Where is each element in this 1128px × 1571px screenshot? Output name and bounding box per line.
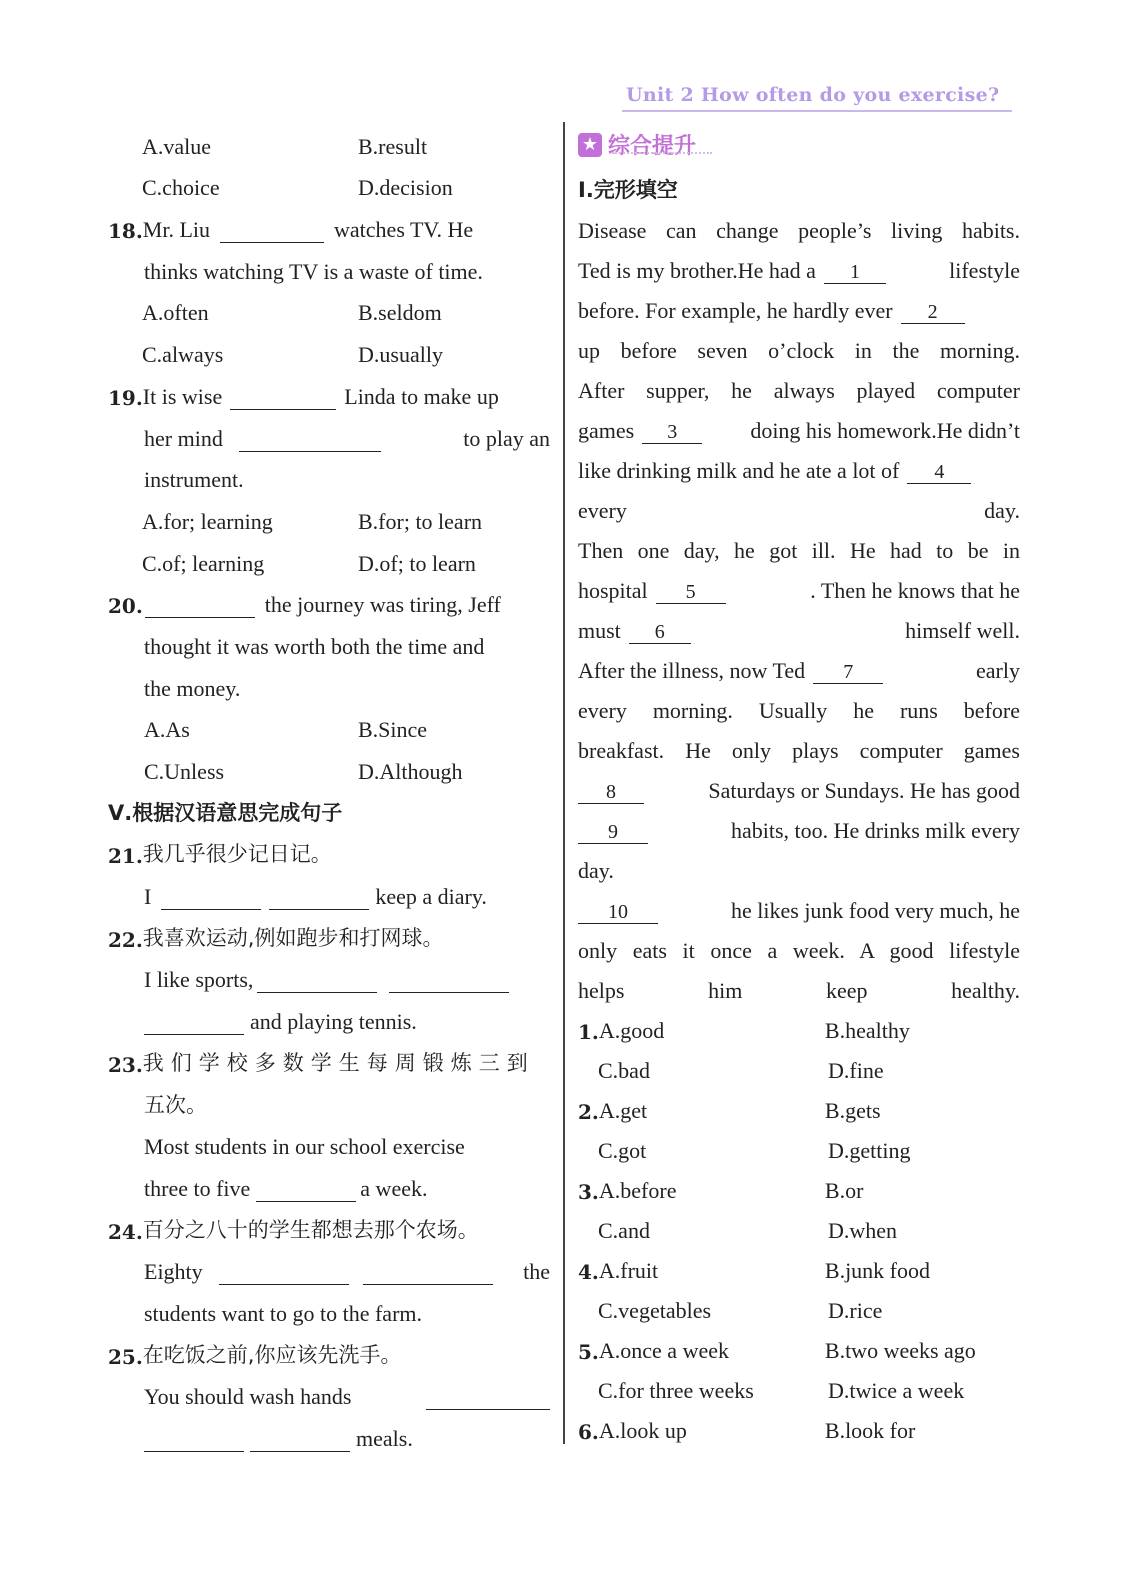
- q23-pre: three to five: [144, 1175, 251, 1201]
- q19-stem-post: Linda to make up: [344, 383, 499, 409]
- q19-blank-1[interactable]: [230, 387, 336, 410]
- left-column: [108, 118, 550, 1452]
- option-c[interactable]: C.and: [598, 1218, 650, 1243]
- q18-option-c[interactable]: C.always: [142, 342, 224, 368]
- option-row: [578, 1404, 1020, 1444]
- option-row: [578, 1004, 1020, 1044]
- passage-text: before. For example, he hardly ever: [578, 298, 893, 323]
- passage-text: every day.: [578, 498, 1020, 523]
- cloze-blank[interactable]: 7: [813, 661, 883, 684]
- q19-option-b[interactable]: B.for; to learn: [358, 508, 483, 534]
- q21-pre: I: [144, 884, 152, 910]
- q22-pre: I like sports,: [144, 967, 254, 993]
- q25-answer: [108, 1369, 550, 1411]
- q23-answer: [108, 1160, 550, 1202]
- passage-text: lifestyle: [949, 258, 1020, 283]
- q19-stem-pre: It is wise: [142, 383, 223, 409]
- passage-line: [578, 244, 1020, 284]
- section-1-title: Ⅰ.完形填空: [578, 178, 678, 202]
- passage-line: [578, 524, 1020, 564]
- q18-number: 18.: [108, 219, 143, 244]
- q22-blank-2[interactable]: [389, 970, 509, 993]
- q25-number: 25.: [108, 1344, 143, 1369]
- passage-text: games: [578, 418, 635, 443]
- option-a[interactable]: A.fruit: [598, 1258, 659, 1283]
- passage-line: [578, 884, 1020, 924]
- passage-text: Disease can change people’s living habits.: [578, 218, 1020, 243]
- q24-blank-1[interactable]: [219, 1262, 349, 1285]
- q24-pre: Eighty: [144, 1259, 203, 1285]
- section-5-title: Ⅴ.根据汉语意思完成句子: [108, 800, 343, 825]
- q23-blank[interactable]: [256, 1179, 356, 1202]
- section-1-heading: [578, 160, 1020, 204]
- passage-line: [578, 724, 1020, 764]
- passage-text: hospital: [578, 578, 648, 603]
- option-c[interactable]: C.for three weeks: [598, 1378, 754, 1403]
- q23-line: [108, 1119, 550, 1161]
- q19-stem-line3: [108, 452, 550, 494]
- q23-english: Most students in our school exercise: [144, 1134, 465, 1160]
- badge-dots: [612, 152, 712, 154]
- passage-text: day.: [578, 858, 614, 883]
- option-row: [578, 1284, 1020, 1324]
- passage-line: [578, 844, 1020, 884]
- q20-option-d[interactable]: D.Although: [358, 759, 463, 784]
- q23-number: 23.: [108, 1052, 143, 1077]
- q22-post: and playing tennis.: [250, 1009, 417, 1035]
- q24-post: the: [523, 1259, 550, 1285]
- q20-text-2: the money.: [144, 675, 241, 701]
- passage-text: Saturdays or Sundays. He has good: [708, 778, 1020, 803]
- cloze-blank[interactable]: 1: [824, 261, 886, 284]
- cloze-blank[interactable]: 9: [578, 821, 648, 844]
- option-b[interactable]: B.gets: [824, 1098, 881, 1123]
- q22-cn: [108, 910, 550, 952]
- q20-stem-line3: [108, 660, 550, 702]
- option-a[interactable]: A.once a week: [598, 1338, 729, 1363]
- option-number: 6.: [578, 1420, 599, 1444]
- option-b[interactable]: B.or: [824, 1178, 864, 1203]
- q25-pre: You should wash hands: [144, 1384, 352, 1410]
- q18-stem: [108, 201, 550, 243]
- passage-text: doing his homework.He didn’t: [750, 418, 1020, 443]
- option-row: [578, 1324, 1020, 1364]
- option-number: 5.: [578, 1340, 599, 1364]
- q18-options-row1: [108, 285, 550, 327]
- q17-option-c[interactable]: C.choice: [142, 175, 220, 201]
- q20-option-b[interactable]: B.Since: [358, 717, 428, 743]
- header-underline: [622, 110, 1012, 112]
- cloze-blank[interactable]: 10: [578, 901, 658, 924]
- option-number: 4.: [578, 1260, 599, 1284]
- q24-blank-2[interactable]: [363, 1262, 493, 1285]
- option-number: 3.: [578, 1180, 599, 1204]
- q21-blank-1[interactable]: [161, 887, 261, 910]
- passage-text: . Then he knows that he: [810, 578, 1020, 603]
- q25-chinese: 在吃饭之前,你应该先洗手。: [142, 1342, 402, 1367]
- option-row: [578, 1084, 1020, 1124]
- q24-text: students want to go to the farm.: [144, 1300, 423, 1326]
- passage-text: breakfast. He only plays computer games: [578, 738, 1020, 763]
- option-c[interactable]: C.vegetables: [598, 1298, 712, 1323]
- q21-chinese: 我几乎很少记日记。: [142, 842, 332, 867]
- q20-option-a[interactable]: A.As: [144, 717, 190, 743]
- q20-text: thought it was worth both the time and: [144, 633, 485, 659]
- passage-line: [578, 964, 1020, 1004]
- passage-line: [578, 924, 1020, 964]
- q23-chinese-2: 五次。: [144, 1092, 207, 1117]
- q17-options-row2: [108, 160, 550, 202]
- unit-title: Unit 2 How often do you exercise?: [626, 84, 1000, 106]
- section-5-heading: [108, 785, 550, 827]
- q23-cn-line2: [108, 1077, 550, 1119]
- option-row: [578, 1164, 1020, 1204]
- option-a[interactable]: A.look up: [598, 1418, 687, 1443]
- q24-cn: [108, 1202, 550, 1244]
- cloze-blank[interactable]: 3: [642, 421, 702, 444]
- passage-line: [578, 364, 1020, 404]
- q24-chinese: 百分之八十的学生都想去那个农场。: [142, 1217, 479, 1242]
- column-divider: [563, 122, 565, 1444]
- passage-text: helps him keep healthy.: [578, 978, 1020, 1003]
- option-b[interactable]: B.healthy: [824, 1018, 910, 1043]
- q25-post: meals.: [356, 1426, 413, 1451]
- q19-text: instrument.: [144, 467, 244, 493]
- passage-text: every morning. Usually he runs before: [578, 698, 1020, 723]
- star-icon: ★: [578, 133, 602, 157]
- q19-options-row2: [108, 535, 550, 577]
- q19-stem-line2: [108, 410, 550, 452]
- q18-option-d[interactable]: D.usually: [358, 342, 443, 368]
- q17-options-row1: [108, 118, 550, 160]
- q19-option-d[interactable]: D.of; to learn: [358, 550, 476, 576]
- q20-options-row1: [108, 702, 550, 744]
- cloze-blank[interactable]: 5: [656, 581, 726, 604]
- option-a[interactable]: A.get: [598, 1098, 648, 1123]
- q19-option-c[interactable]: C.of; learning: [142, 550, 265, 576]
- q19-options-row1: [108, 493, 550, 535]
- q20-stem-post: the journey was tiring, Jeff: [264, 592, 501, 618]
- q20-blank[interactable]: [145, 595, 255, 618]
- option-number: 1.: [578, 1020, 599, 1044]
- q22-number: 22.: [108, 927, 143, 952]
- q19-l2b: to play an: [463, 425, 550, 451]
- passage-line: [578, 644, 1020, 684]
- passage-text: Ted is my brother.He had a: [578, 258, 816, 283]
- q23-cn: [108, 1035, 550, 1077]
- option-b[interactable]: B.junk food: [824, 1258, 931, 1283]
- option-b[interactable]: B.look for: [824, 1418, 916, 1443]
- badge-label: 综合提升: [608, 134, 697, 159]
- option-d[interactable]: D.fine: [828, 1058, 884, 1083]
- q20-option-c[interactable]: C.Unless: [144, 759, 225, 784]
- option-row: [578, 1364, 1020, 1404]
- option-d[interactable]: D.when: [828, 1218, 898, 1243]
- q24-answer-line2: [108, 1285, 550, 1327]
- passage-line: [578, 764, 1020, 804]
- cloze-blank[interactable]: 8: [578, 781, 644, 804]
- q22-chinese: 我喜欢运动,例如跑步和打网球。: [142, 925, 444, 950]
- option-number: 2.: [578, 1100, 599, 1124]
- option-b[interactable]: B.two weeks ago: [824, 1338, 976, 1363]
- badge-row: [578, 118, 1020, 160]
- q17-option-b[interactable]: B.result: [358, 133, 428, 159]
- passage-text: Then one day, he got ill. He had to be in: [578, 538, 1020, 563]
- passage-text: must: [578, 618, 621, 643]
- option-row: [578, 1124, 1020, 1164]
- q18-text: thinks watching TV is a waste of time.: [144, 258, 483, 284]
- option-d[interactable]: D.getting: [828, 1138, 911, 1163]
- q21-answer: [108, 868, 550, 910]
- q21-blank-2[interactable]: [269, 887, 369, 910]
- passage-text: he likes junk food very much, he: [731, 898, 1020, 923]
- q21-post: keep a diary.: [375, 884, 487, 910]
- option-c[interactable]: C.bad: [598, 1058, 650, 1083]
- q21-number: 21.: [108, 844, 143, 869]
- option-row: [578, 1244, 1020, 1284]
- section-badge: [578, 129, 696, 160]
- cloze-blank[interactable]: 2: [901, 301, 965, 324]
- cloze-passage: [578, 204, 1020, 1004]
- q18-stem-post: watches TV. He: [334, 217, 474, 243]
- q18-option-b[interactable]: B.seldom: [358, 300, 442, 326]
- passage-line: [578, 444, 1020, 484]
- q23-chinese: 我们学校多数学生每周锻炼三到: [142, 1050, 535, 1075]
- passage-line: [578, 204, 1020, 244]
- q22-blank-3[interactable]: [144, 1012, 244, 1035]
- option-a[interactable]: A.good: [598, 1018, 665, 1043]
- q24-number: 24.: [108, 1219, 143, 1244]
- option-c[interactable]: C.got: [598, 1138, 647, 1163]
- q17-option-a[interactable]: A.value: [142, 133, 212, 159]
- right-column: [578, 118, 1020, 1444]
- option-d[interactable]: D.rice: [828, 1298, 883, 1323]
- q18-options-row2: [108, 326, 550, 368]
- q18-option-a[interactable]: A.often: [142, 300, 209, 326]
- q19-blank-2[interactable]: [239, 429, 381, 452]
- q19-l2a: her mind: [144, 425, 223, 451]
- passage-text: only eats it once a week. A good lifestyle: [578, 938, 1020, 963]
- option-row: [578, 1204, 1020, 1244]
- q20-number: 20.: [108, 594, 143, 619]
- option-d[interactable]: D.twice a week: [828, 1378, 965, 1403]
- q18-blank[interactable]: [220, 220, 324, 243]
- cloze-blank[interactable]: 4: [907, 461, 971, 484]
- passage-text: After the illness, now Ted: [578, 658, 806, 683]
- q22-answer-line2: [108, 993, 550, 1035]
- passage-line: [578, 284, 1020, 324]
- passage-line: [578, 324, 1020, 364]
- q20-stem-line2: [108, 618, 550, 660]
- passage-line: [578, 804, 1020, 844]
- passage-line: [578, 684, 1020, 724]
- q18-stem-pre: Mr. Liu: [142, 217, 211, 243]
- passage-line: [578, 604, 1020, 644]
- passage-text: like drinking milk and he ate a lot of: [578, 458, 900, 483]
- q25-cn: [108, 1327, 550, 1369]
- q17-option-d[interactable]: D.decision: [358, 175, 453, 201]
- passage-line: [578, 484, 1020, 524]
- q24-answer: [108, 1244, 550, 1286]
- passage-line: [578, 404, 1020, 444]
- q21-cn: [108, 827, 550, 869]
- passage-line: [578, 564, 1020, 604]
- passage-text: early: [976, 658, 1020, 683]
- q18-stem-line2: [108, 243, 550, 285]
- q19-option-a[interactable]: A.for; learning: [142, 508, 273, 534]
- q22-blank-1[interactable]: [257, 970, 377, 993]
- option-a[interactable]: A.before: [598, 1178, 677, 1203]
- q25-blank-1[interactable]: [426, 1387, 550, 1410]
- q22-answer: [108, 952, 550, 994]
- q25-answer-line2: [108, 1410, 550, 1452]
- passage-text: After supper, he always played computer: [578, 378, 1020, 403]
- cloze-options: [578, 1004, 1020, 1444]
- q19-stem: [108, 368, 550, 410]
- option-row: [578, 1044, 1020, 1084]
- q20-stem: [108, 577, 550, 619]
- q23-post: a week.: [360, 1175, 428, 1201]
- q25-blank-3[interactable]: [250, 1429, 350, 1452]
- q25-blank-2[interactable]: [144, 1429, 244, 1452]
- passage-text: himself well.: [905, 618, 1020, 643]
- passage-text: up before seven o’clock in the morning.: [578, 338, 1020, 363]
- cloze-blank[interactable]: 6: [629, 621, 691, 644]
- passage-text: habits, too. He drinks milk every: [730, 818, 1020, 843]
- q19-number: 19.: [108, 385, 143, 410]
- q20-options-row2: [108, 743, 550, 785]
